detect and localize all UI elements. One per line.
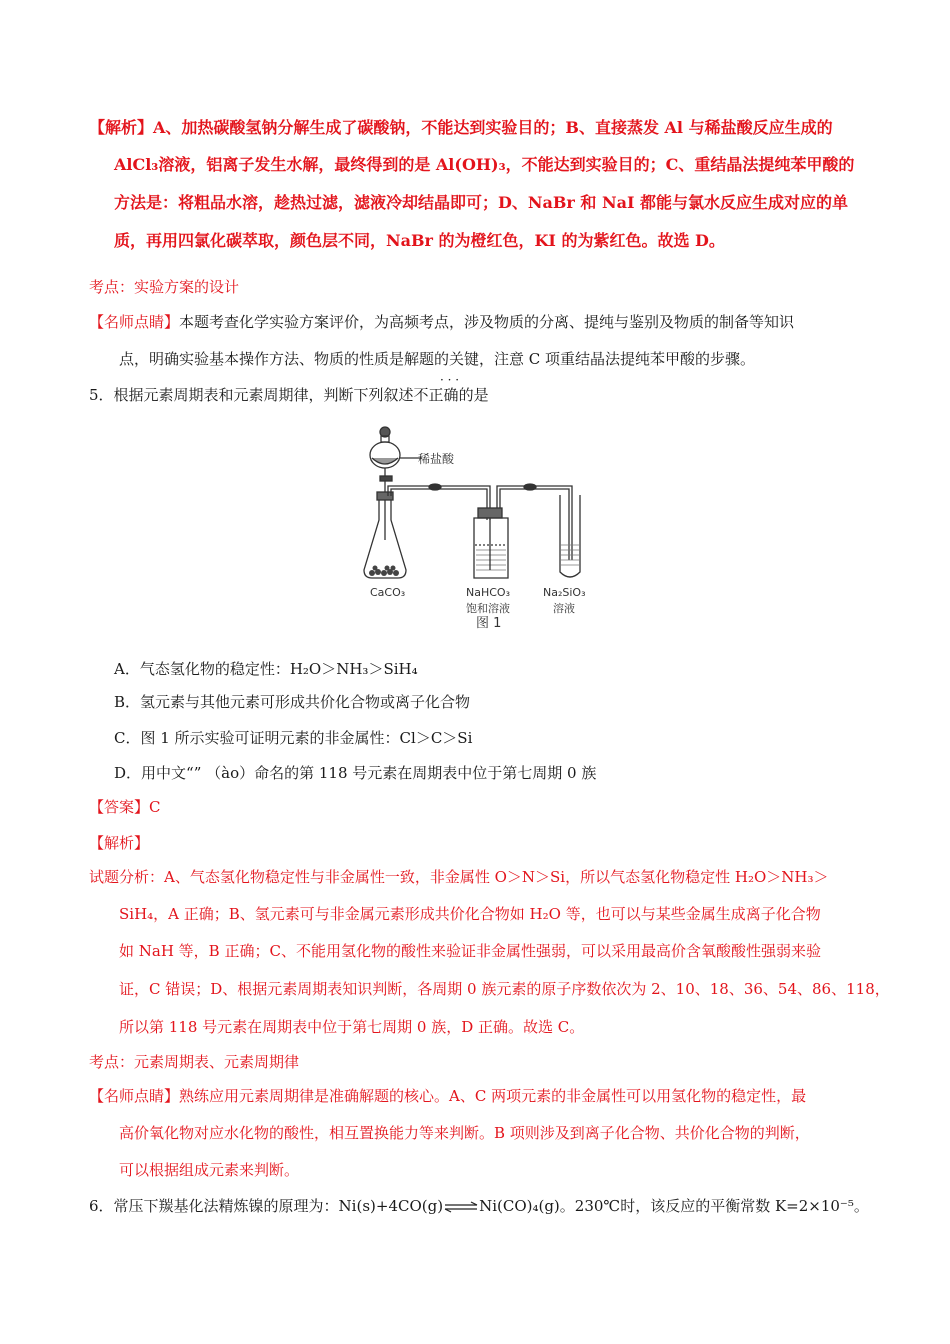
q5-jiexi-tag: 【解析】: [89, 834, 150, 852]
label-saturated-solution: 饱和溶液: [466, 602, 510, 615]
q6-stem-suffix: Ni(CO)₄(g)。230℃时，该反应的平衡常数 K=2×10⁻⁵。: [479, 1197, 869, 1215]
label-nahco3: NaHCO₃: [466, 586, 510, 599]
q4-mingshi-text-1: 本题考查化学实验方案评价，为高频考点，涉及物质的分离、提纯与鉴别及物质的制备等知识: [179, 313, 795, 331]
q4-analysis-line-3: 方法是：将粗品水溶，趁热过滤，滤液冷却结晶即可；D、NaBr 和 NaI 都能与氯水反应生成对应的单: [114, 193, 849, 212]
q5-analysis-line-3: 如 NaH 等，B 正确；C、不能用氢化物的酸性来验证非金属性强弱，可以采用最高价含氧酸酸性强弱来验: [119, 942, 821, 960]
label-dilute-hcl: 稀盐酸: [418, 452, 455, 466]
q5-mingshi-line-1: [89, 1086, 806, 1106]
q5-option-d: D．用中文“” （ào）命名的第 118 号元素在周期表中位于第七周期 0 族: [114, 764, 597, 782]
q4-mingshi-tag: 【名师点睛】: [89, 313, 180, 331]
q5-analysis-line-1: 试题分析：A、气态氢化物稳定性与非金属性一致，非金属性 O＞N＞Si，所以气态氢化物稳定性 H₂O＞NH₃＞: [89, 868, 829, 886]
q4-mingshi-line-1: [89, 312, 794, 332]
apparatus-drawing: [350, 420, 610, 630]
q5-mingshi-text-1: 熟练应用元素周期律是准确解题的核心。A、C 两项元素的非金属性可以用氢化物的稳定性，最: [179, 1087, 807, 1105]
apparatus-figure: [350, 420, 610, 630]
q5-mingshi-line-2: 高价氧化物对应水化物的酸性，相互置换能力等来判断。B 项则涉及到离子化合物、共价化合物的判断，: [119, 1124, 810, 1142]
q5-analysis-line-4: 证，C 错误；D、根据元素周期表知识判断，各周期 0 族元素的原子序数依次为 2、10、18、36、54、86、118，: [119, 980, 890, 998]
q5-mingshi-tag: 【名师点睛】: [89, 1087, 180, 1105]
label-solution: 溶液: [553, 602, 575, 615]
q4-analysis-line-1: 【解析】A、加热碳酸氢钠分解生成了碳酸钠，不能达到实验目的；B、直接蒸发 Al 与稀盐酸反应生成的: [89, 118, 833, 137]
figure-caption: 图 1: [476, 616, 502, 630]
q5-mingshi-line-3: 可以根据组成元素来判断。: [119, 1161, 300, 1179]
q5-answer: 【答案】C: [89, 798, 161, 816]
delivery-tube-1: [388, 486, 490, 520]
bottle-stopper: [478, 508, 502, 518]
label-na2sio3: Na₂SiO₃: [543, 586, 586, 599]
q5-stem: [89, 385, 489, 405]
caco3-solid: [369, 566, 399, 577]
q5-kaodian: 考点：元素周期表、元素周期律: [89, 1053, 300, 1071]
q5-option-c: C．图 1 所示实验可证明元素的非金属性：Cl＞C＞Si: [114, 729, 473, 747]
q5-option-a: A．气态氢化物的稳定性：H₂O＞NH₃＞SiH₄: [114, 660, 418, 678]
nahco3-bottle: [474, 518, 508, 578]
label-caco3: CaCO₃: [370, 586, 406, 599]
stopcock: [380, 476, 392, 481]
q5-stem-emphasis: 不正确: [413, 386, 459, 404]
q5-stem-suffix: 的是: [458, 386, 489, 404]
q4-analysis-line-4: 质，再用四氯化碳萃取，颜色层不同，NaBr 的为橙红色，KI 的为紫红色。故选 D。: [114, 231, 725, 250]
emphasis-dots: · · ·: [440, 373, 460, 387]
q4-kaodian: 考点：实验方案的设计: [89, 278, 240, 296]
q5-analysis-line-2: SiH₄，A 正确；B、氢元素可与非金属元素形成共价化合物如 H₂O 等，也可以与某些金属生成离子化合物: [119, 905, 821, 923]
equilibrium-arrow-icon: [443, 1201, 479, 1213]
q4-mingshi-line-2: 点，明确实验基本操作方法、物质的性质是解题的关键，注意 C 项重结晶法提纯苯甲酸的步骤。: [119, 350, 756, 368]
q5-analysis-line-5: 所以第 118 号元素在周期表中位于第七周期 0 族，D 正确。故选 C。: [119, 1018, 585, 1036]
q5-stem-prefix: 5．根据元素周期表和元素周期律，判断下列叙述: [89, 386, 414, 404]
q5-option-b: B．氢元素与其他元素可形成共价化合物或离子化合物: [114, 693, 471, 711]
q6-stem: [89, 1196, 869, 1216]
q6-stem-prefix: 6．常压下羰基化法精炼镍的原理为：Ni(s)+4CO(g): [89, 1197, 444, 1215]
q4-analysis-line-2: AlCl₃溶液，铝离子发生水解，最终得到的是 Al(OH)₃，不能达到实验目的；C、重结晶法提纯苯甲酸的: [114, 155, 855, 174]
